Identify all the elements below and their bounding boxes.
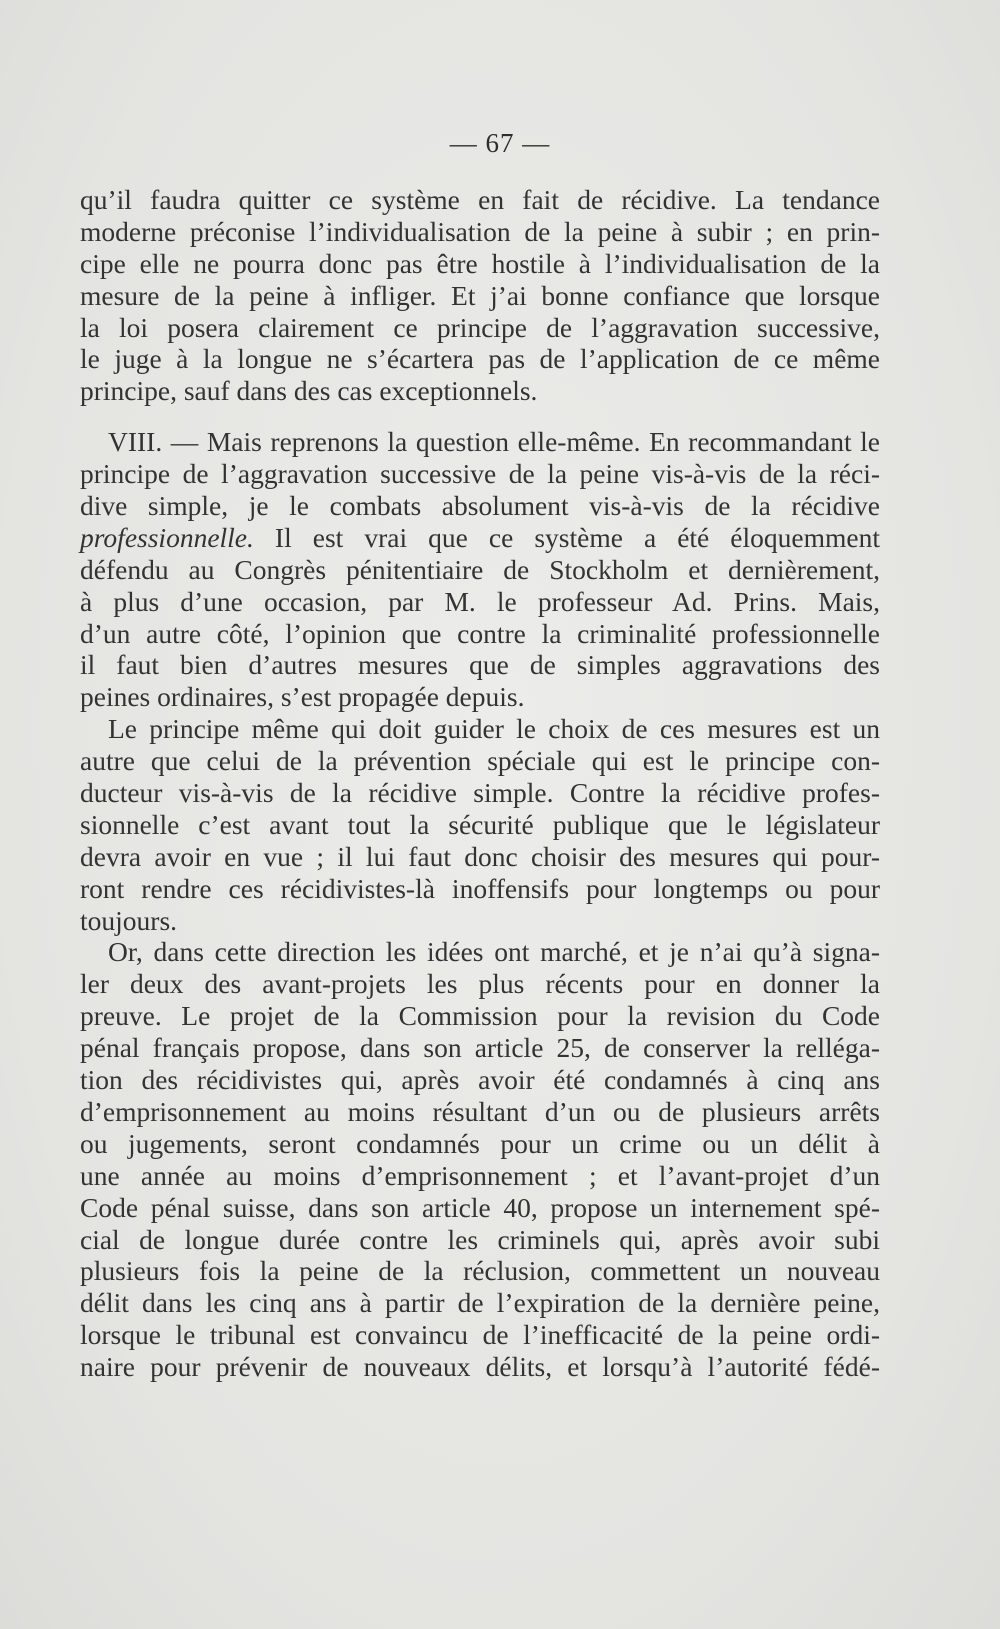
text-line: preuve. Le projet de la Commission pour la revision du Code [80, 1000, 880, 1032]
text-line: peines ordinaires, s’est propagée depuis. [80, 681, 525, 713]
text-line: sionnelle c’est avant tout la sécurité publique que le législateur [80, 808, 880, 840]
text-line: principe, sauf dans des cas exceptionnels. [80, 375, 538, 407]
text-line: naire pour prévenir de nouveaux délits, et lorsqu’à l’autorité fédé- [80, 1351, 880, 1383]
text-line: le juge à la longue ne s’écartera pas de l’application de ce même [80, 343, 880, 375]
text-line: cial de longue durée contre les criminels qui, après avoir subi [80, 1223, 880, 1255]
text-line: ler deux des avant-projets les plus récents pour en donner la [80, 968, 880, 1000]
text-line: VIII. — Mais reprenons la question elle-même. En recommandant le [108, 426, 880, 458]
text-line-italic [80, 522, 880, 554]
text-line: qu’il faudra quitter ce système en fait de récidive. La tendance [80, 184, 880, 215]
text-line: il faut bien d’autres mesures que de simples aggravations des [80, 649, 880, 681]
text-line: d’un autre côté, l’opinion que contre la criminalité professionnelle [80, 617, 880, 649]
text-line: devra avoir en vue ; il lui faut donc choisir des mesures qui pour- [80, 840, 880, 872]
text-line: délit dans les cinq ans à partir de l’expiration de la dernière peine, [80, 1287, 880, 1319]
text-line: dive simple, je le combats absolument vis-à-vis de la récidive [80, 490, 880, 522]
text-line: lorsque le tribunal est convaincu de l’inefficacité de la peine ordi- [80, 1319, 880, 1351]
text-line: Or, dans cette direction les idées ont marché, et je n’ai qu’à signa- [108, 936, 880, 968]
text-line: moderne préconise l’individualisation de la peine à subir ; en prin- [80, 215, 880, 247]
body-text [80, 184, 880, 1383]
text-line: tion des récidivistes qui, après avoir été condamnés à cinq ans [80, 1064, 880, 1096]
text-line: Code pénal suisse, dans son article 40, propose un internement spé- [80, 1191, 880, 1223]
text-line: mesure de la peine à infliger. Et j’ai bonne confiance que lorsque [80, 279, 880, 311]
text-line: toujours. [80, 904, 178, 936]
text-line: plusieurs fois la peine de la réclusion, commettent un nouveau [80, 1255, 880, 1287]
paragraph-gap [80, 407, 880, 426]
text-line: principe de l’aggravation successive de la peine vis-à-vis de la réci- [80, 458, 880, 490]
text-line: la loi posera clairement ce principe de l’aggravation successive, [80, 311, 880, 343]
paragraph-3 [80, 713, 880, 936]
text-line: ducteur vis-à-vis de la récidive simple. Contre la récidive profes- [80, 777, 880, 809]
paragraph-4 [80, 936, 880, 1382]
text-line: Le principe même qui doit guider le choix de ces mesures est un [108, 713, 880, 745]
text-line: à plus d’une occasion, par M. le professeur Ad. Prins. Mais, [80, 585, 880, 617]
text-line: ou jugements, seront condamnés pour un crime ou un délit à [80, 1127, 880, 1159]
italic-word: professionnelle. [80, 521, 254, 553]
text-line: défendu au Congrès pénitentiaire de Stockholm et dernièrement, [80, 553, 880, 585]
text-line: ront rendre ces récidivistes-là inoffensifs pour longtemps ou pour [80, 872, 880, 904]
text-line: une année au moins d’emprisonnement ; et l’avant-projet d’un [80, 1159, 880, 1191]
text-line: d’emprisonnement au moins résultant d’un ou de plusieurs arrêts [80, 1095, 880, 1127]
paragraph-2 [80, 426, 880, 713]
paragraph-1 [80, 184, 880, 407]
text-line: pénal français propose, dans son article 25, de conserver la relléga- [80, 1032, 880, 1064]
text-line: cipe elle ne pourra donc pas être hostile à l’individualisation de la [80, 247, 880, 279]
page-number: — 67 — [449, 128, 551, 158]
text-line: autre que celui de la prévention spéciale qui est le principe con- [80, 745, 880, 777]
text-line-rest: Il est vrai que ce système a été éloquemment [253, 521, 880, 553]
